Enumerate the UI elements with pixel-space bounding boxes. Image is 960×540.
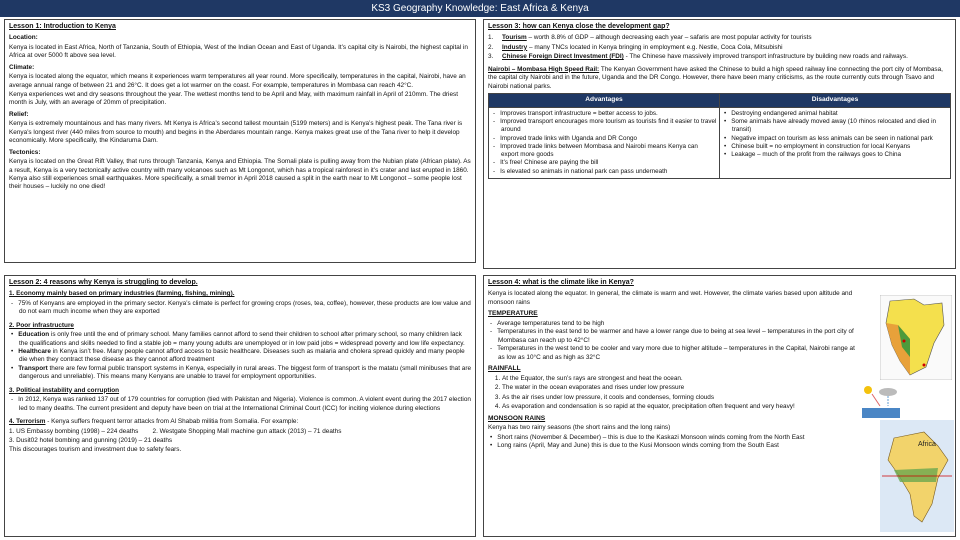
relief-text: Kenya is extremely mountainous and has many rivers. Mt Kenya is Africa’s second tallest mountain (5199 meters) and is Kenya’s highest peak. The Tana river is Kenya’s longest river (440 miles from source to mouth) and begins in the Aberdares mountain range. Kenya makes great use of the Tana river to help it develop economically. More specifically, the Kindaruma Dam. <box>9 120 463 145</box>
advantages-list <box>491 110 717 176</box>
tectonics-label: Tectonics: <box>9 148 41 156</box>
disadvantages-header: Disadvantages <box>720 93 951 107</box>
monsoon-item: • Long rains (April, May and June) this is due to the Kusi Monsoon winds coming from the South East <box>498 442 863 450</box>
africa-green-belt <box>894 468 938 482</box>
strategy-number: 3. <box>488 53 494 61</box>
reason4-end: This discourages tourism and investment due to safety fears. <box>9 446 182 454</box>
temperature-label: TEMPERATURE <box>488 310 538 318</box>
advantage-item: - Is elevated so animals in national park can pass underneath <box>501 168 717 176</box>
reason4-example-3: 3. Dusit02 hotel bombing and gunning (2019) – 21 deaths <box>9 437 173 445</box>
advantage-item: - Improves transport infrastructure = better access to jobs. <box>501 110 717 118</box>
rainfall-item: 2. The water in the ocean evaporates and rises under low pressure <box>502 384 863 392</box>
relief-label: Relief: <box>9 110 29 118</box>
kenya-rainfall-map <box>880 295 952 380</box>
tectonics-text: Kenya is located on the Great Rift Valley, that runs through Tanzania, Kenya and Ethiopia. The Somali plate is pulling away from the Nubian plate (African plate). As a result, Kenya is a very tectonically active country with many volcanoes such as Mt Longonot, which has a tropical rainforest in it’s crater and last erupted in 1860. Kenya also still experiences small earthquakes. More specifically, a small tremor in April 2018 caused a split in the earth near to Mt Longonot – some people lost their houses – luckily no one died! <box>9 158 471 191</box>
disadvantage-item: • Some animals have already moved away (10 rhinos relocated and died in transit) <box>732 118 948 135</box>
strategy-item <box>488 44 951 52</box>
strategy-number: 2. <box>488 43 494 51</box>
reason1-title: 1. Economy mainly based on primary industries (farming, fishing, mining). <box>9 290 235 298</box>
lesson3-heading: Lesson 3: how can Kenya close the development gap? <box>488 23 670 30</box>
strategy-text <box>502 53 908 61</box>
temperature-item: - Temperatures in the east tend to be warmer and have a lower range due to being at sea level – temperatures in the port city of Mombasa can reach up to 42°C! <box>498 328 863 345</box>
monsoon-list <box>488 434 863 451</box>
location-text: Kenya is located in East Africa, North of Tanzania, South of Ethiopia, West of the Indian Ocean and East of Uganda. It’s capital city is Nairobi, the highest capital in Africa at over 5000 ft above sea level. <box>9 43 468 60</box>
climate-label: Climate: <box>9 63 35 71</box>
reason3-text: - In 2012, Kenya was ranked 137 out of 179 countries for corruption (tied with Pakistan and Nigeria). Violence is common. A violent event during the 2017 election led to many deaths. The current president and deputy have been on trial at the International Criminal Court (ICC) for inciting violence during elections <box>19 396 471 413</box>
monsoon-item: • Short rains (November & December) – this is due to the Kaskazi Monsoon winds coming from the North East <box>498 434 863 442</box>
convection-rainfall-diagram <box>862 384 900 418</box>
disadvantage-item: • Chinese built = no employment in construction for local Kenyans <box>732 143 948 151</box>
lesson2-heading: Lesson 2: 4 reasons why Kenya is struggling to develop. <box>9 279 198 286</box>
disadvantage-item: • Destroying endangered animal habitat <box>732 110 948 118</box>
strategy-text <box>502 44 783 52</box>
reason2-healthcare: • Healthcare in Kenya isn’t free. Many people cannot afford access to basic healthcare. Diseases such as malaria and cholera spread quickly and many people die when they contract these disease as they cannot afford treatment <box>19 348 471 365</box>
temperature-item: - Temperatures in the west tend to be cooler and vary more due to higher altitude – temperatures in the Capital, Nairobi range at as low as 10°C and as high as 32°C <box>498 345 863 362</box>
advantage-item: - Improved trade links with Uganda and DR Congo <box>501 135 717 143</box>
reason3-title: 3. Political instability and corruption <box>9 386 120 394</box>
reason2-transport: • Transport there are few formal public transport systems in Kenya, especially in rural areas. The biggest form of transport is the matatu (small minibuses that are dangerous and unreliable). This means many Kenyans are unable to travel for employment opportunities. <box>19 365 471 382</box>
monsoon-label: MONSOON RAINS <box>488 414 546 422</box>
location-label: Location: <box>9 34 38 42</box>
strategy-description: – many TNCs located in Kenya bringing in employment e.g. Nestle, Coca Cola, Mitsubishi <box>527 43 783 51</box>
strategy-label: Chinese Foreign Direct Investment (FDI) <box>502 53 624 61</box>
strategy-number: 1. <box>488 34 494 42</box>
rainfall-label: RAINFALL <box>488 365 521 373</box>
disadvantage-item: • Negative impact on tourism as less animals can be seen in national park <box>732 135 948 143</box>
strategy-label: Industry <box>502 43 528 51</box>
lesson2-panel <box>4 275 476 537</box>
advantages-header: Advantages <box>489 93 720 107</box>
strategy-label: Tourism <box>502 34 527 42</box>
africa-label: Africa <box>918 441 936 448</box>
climate-text-1: Kenya is located along the equator, which means it experiences warm temperatures all year round. More specifically, temperatures in the capital, Nairobi, have an average annual range of between 21 and 26°C. It does get a lot warmer on the coast. For example, temperatures in Mombasa can reach 42°C. <box>9 73 466 89</box>
lesson1-heading: Lesson 1: Introduction to Kenya <box>9 23 116 30</box>
rainfall-item: 3. As the air rises under low pressure, it cools and condenses, forming clouds <box>502 394 863 402</box>
reason2-education: • Education is only free until the end of primary school. Many families cannot afford to send their children to school after primary school, so many children lack the qualifications and skills needed to find a stable job = many young adults are unemployed or in low paid jobs = widespread poverty and low life expectancy. <box>19 331 471 348</box>
advantage-item: - It’s free! Chinese are paying the bill <box>501 159 717 167</box>
disadvantage-item: • Leakage – much of the profit from the railways goes to China <box>732 151 948 159</box>
rainfall-list <box>488 375 863 412</box>
rainfall-item: 4. As evaporation and condensation is so rapid at the equator, precipitation often frequent and very heavy! <box>502 403 863 411</box>
advantage-item: - Improved trade links between Mombasa and Nairobi means Kenya can export more goods <box>501 143 717 160</box>
rainfall-item: 1. At the Equator, the sun’s rays are strongest and heat the ocean. <box>502 375 863 383</box>
strategy-text <box>502 34 812 42</box>
climate-intro: Kenya is located along the equator. In general, the climate is warm and wet. However, the climate varies based upon altitude and monsoon rains <box>488 290 853 306</box>
africa-monsoon-diagram <box>880 420 954 532</box>
development-strategies-list <box>488 34 951 61</box>
strategy-item <box>488 53 951 61</box>
advantage-item: - Improved transport encourages more tourism as tourists find it easier to travel around <box>501 118 717 135</box>
lesson4-heading: Lesson 4: what is the climate like in Kenya? <box>488 279 634 286</box>
climate-text-2: Kenya experiences wet and dry seasons throughout the year. The wettest months tend to be April and May, with maximum rainfall in April of 210mm. The driest month is July, with an average of 20mm of precipitation. <box>9 90 458 107</box>
reason4: 4. Terrorism - Kenya suffers frequent terror attacks from Al Shabab militia from Somalia. For example: <box>9 418 299 426</box>
lesson1-panel <box>4 19 476 263</box>
lesson3-panel <box>483 19 956 269</box>
temperature-list <box>488 320 863 362</box>
strategy-description: - The Chinese have massively improved transport infrastructure by building new roads and railways. <box>623 53 908 61</box>
page-title: KS3 Geography Knowledge: East Africa & Kenya <box>0 0 960 17</box>
railway-pros-cons-table <box>488 93 951 179</box>
reason2-title: 2. Poor infrastructure <box>9 321 74 329</box>
monsoon-intro: Kenya has two rainy seasons (the short rains and the long rains) <box>488 424 671 432</box>
reason1-text: - 75% of Kenyans are employed in the primary sector. Kenya’s climate is perfect for growing crops (roses, tea, coffee), however, these products are low value and do not earn much income when they are exported <box>19 300 471 317</box>
reason4-examples-row: 1. US Embassy bombing (1998) – 224 deaths 2. Westgate Shopping Mall machine gun attack (2013) – 71 deaths <box>9 427 342 435</box>
strategy-description: – worth 8.8% of GDP – although decreasing each year – safaris are most popular activity for tourists <box>526 34 812 42</box>
temperature-item: - Average temperatures tend to be high <box>498 320 863 328</box>
strategy-item <box>488 34 951 42</box>
disadvantages-list <box>722 110 948 160</box>
railway-paragraph: Nairobi – Mombasa High Speed Rail: The Kenyan Government have asked the Chinese to build a high speed railway line connecting the port city of Mombasa, the capital city Nairobi and in the future, Uganda and the DR Congo. However, there have been many criticisms, as the route currently cuts through Tsavo and Nairobi national parks. <box>488 65 943 90</box>
